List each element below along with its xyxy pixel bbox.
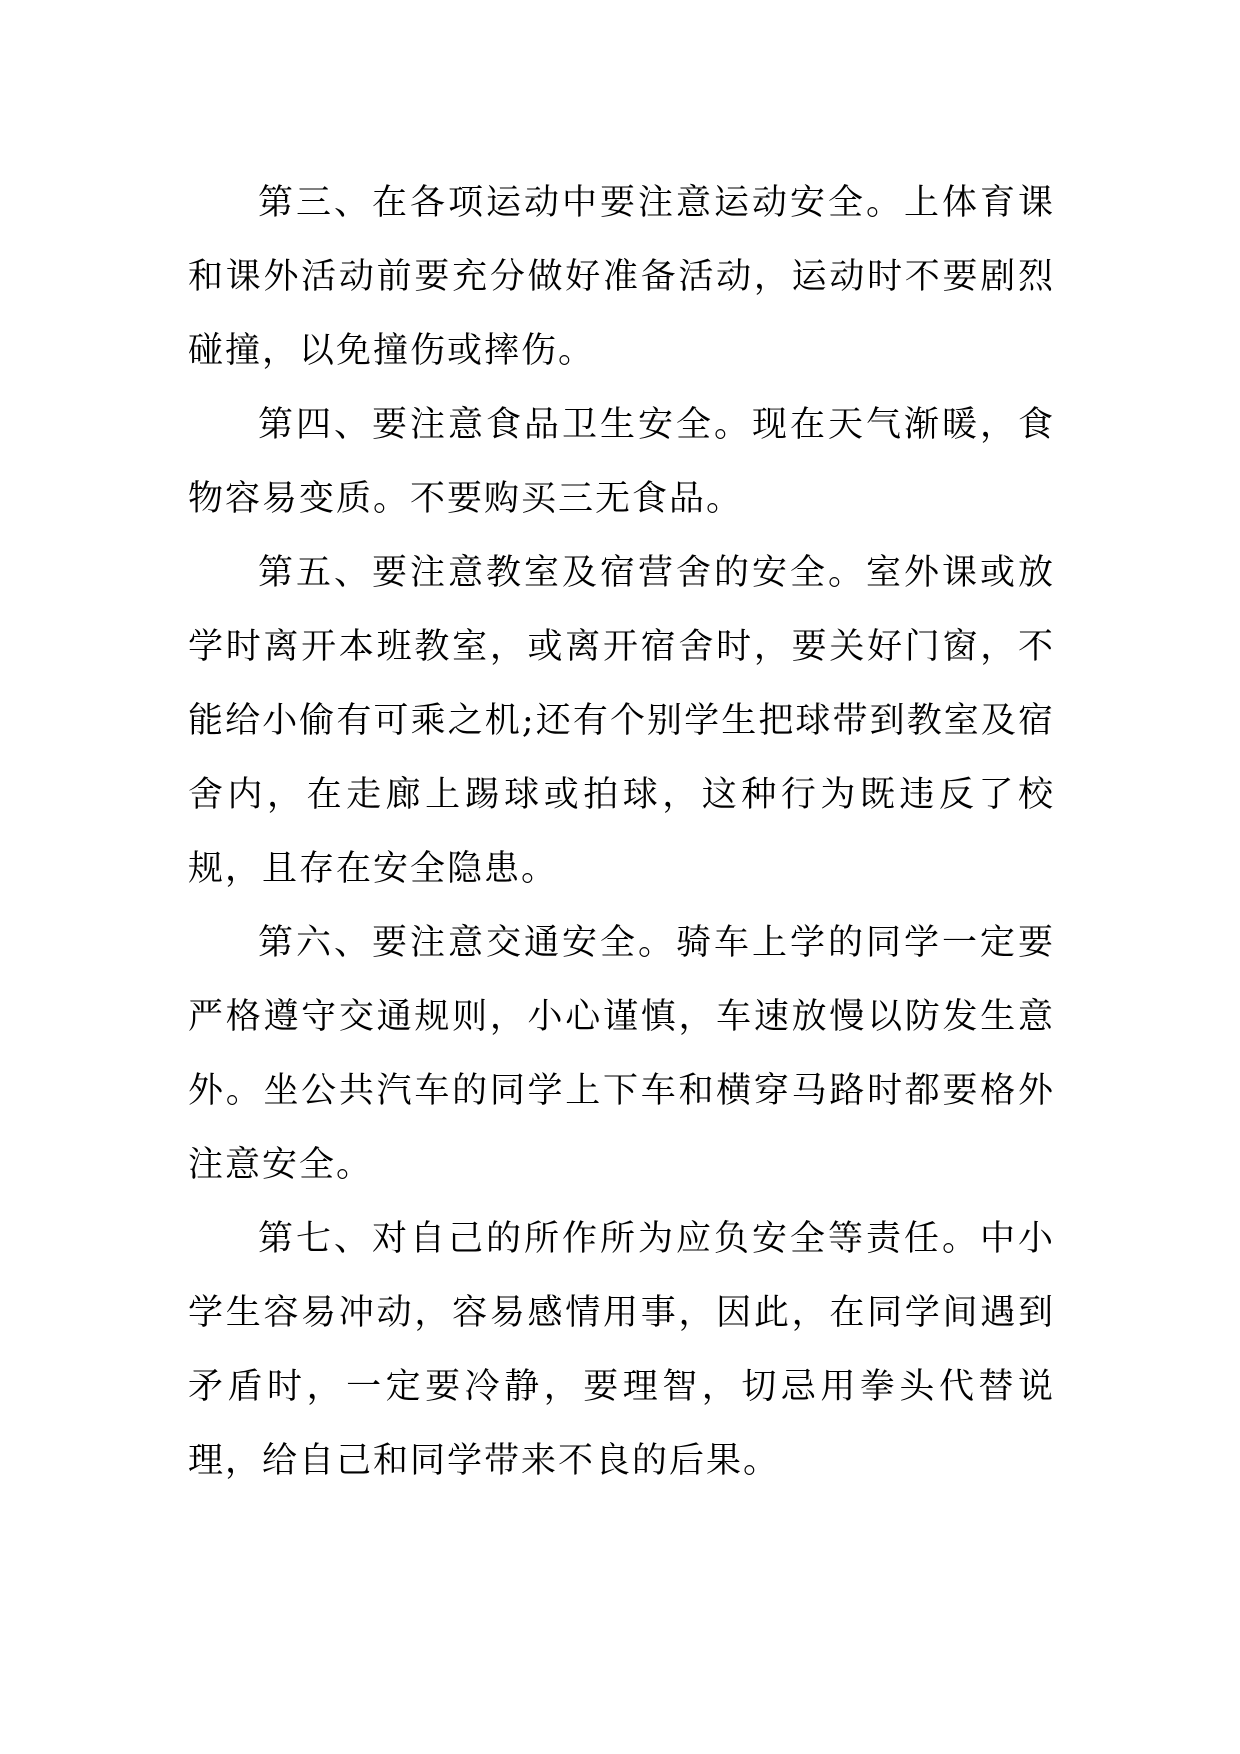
paragraph-food-safety: 第四、要注意食品卫生安全。现在天气渐暖，食物容易变质。不要购买三无食品。 <box>188 405 1055 519</box>
paragraph-personal-responsibility: 第七、对自己的所作所为应负安全等责任。中小学生容易冲动，容易感情用事，因此，在同学间遇到矛盾时，一定要冷静，要理智，切忌用拳头代替说理，给自己和同学带来不良的后果。 <box>188 1219 1055 1481</box>
paragraph-traffic-safety: 第六、要注意交通安全。骑车上学的同学一定要严格遵守交通规则，小心谨慎，车速放慢以防发生意外。坐公共汽车的同学上下车和横穿马路时都要格外注意安全。 <box>188 923 1055 1185</box>
paragraph-sports-safety: 第三、在各项运动中要注意运动安全。上体育课和课外活动前要充分做好准备活动，运动时不要剧烈碰撞，以免撞伤或摔伤。 <box>188 183 1055 371</box>
document-body <box>188 166 1055 1498</box>
paragraph-classroom-dorm-safety: 第五、要注意教室及宿营舍的安全。室外课或放学时离开本班教室，或离开宿舍时，要关好门窗，不能给小偷有可乘之机;还有个别学生把球带到教室及宿舍内，在走廊上踢球或拍球，这种行为既违反了校规，且存在安全隐患。 <box>188 553 1055 889</box>
